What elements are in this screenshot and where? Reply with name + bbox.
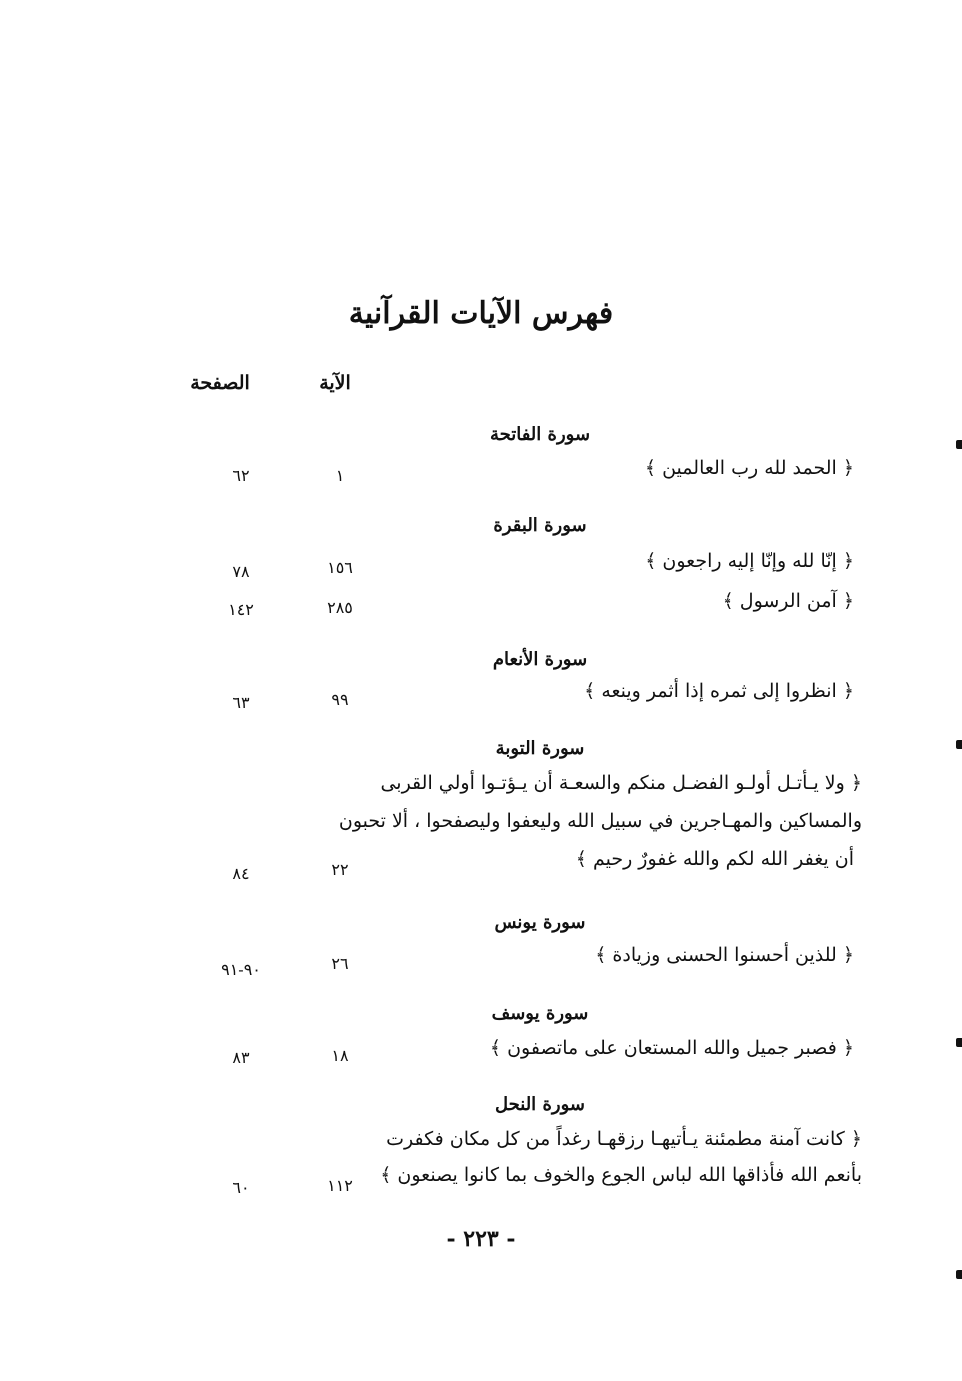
- scan-edge-mark: [956, 740, 962, 749]
- page-reference: ٨٣: [232, 1048, 250, 1067]
- ayah-number: ٩٩: [331, 690, 349, 709]
- ayah-number: ١٥٦: [327, 558, 353, 577]
- page-reference: ٩٠-٩١: [221, 960, 261, 979]
- scan-edge-mark: [956, 1270, 962, 1279]
- verse-fatiha-1: ﴿ الحمد لله رب العالمين ﴾: [644, 457, 854, 479]
- sura-title-tawba: سورة التوبة: [495, 738, 585, 759]
- verse-yusuf-18: ﴿ فصبر جميل والله المستعان على ماتصفون ﴾: [489, 1037, 854, 1059]
- sura-title-yunus: سورة يونس: [494, 912, 586, 933]
- ayah-column-header: الآية: [319, 372, 351, 394]
- ayah-number: ٢٨٥: [327, 598, 353, 617]
- verse-nahl-112-line-2: بأنعم الله فأذاقها الله لباس الجوع والخوف بما كانوا يصنعون ﴾: [380, 1164, 862, 1186]
- ayah-number: ١: [335, 466, 345, 485]
- verse-yunus-26: ﴿ للذين أحسنوا الحسنى وزيادة ﴾: [595, 944, 854, 966]
- page-reference: ١٤٢: [228, 600, 254, 619]
- verse-tawba-22-line-3: أن يغفر الله لكم والله غفورٌ رحيم ﴾: [575, 848, 854, 870]
- sura-title-anam: سورة الأنعام: [492, 649, 588, 670]
- page-number: - ٢٢٣ -: [446, 1226, 516, 1252]
- verse-baqara-285: ﴿ آمن الرسول ﴾: [722, 590, 854, 612]
- page-reference: ٦٠: [232, 1178, 250, 1197]
- page-title: فهرس الآيات القرآنية: [348, 296, 614, 331]
- verse-anam-99: ﴿ انظروا إلى ثمره إذا أثمر وينعه ﴾: [584, 680, 854, 702]
- sura-title-fatiha: سورة الفاتحة: [489, 424, 591, 445]
- sura-title-baqara: سورة البقرة: [493, 515, 587, 536]
- ayah-number: ١٨: [331, 1046, 349, 1065]
- page-reference: ٦٣: [232, 693, 250, 712]
- page-reference: ٧٨: [232, 562, 250, 581]
- ayah-number: ٢٢: [331, 860, 349, 879]
- page-reference: ٨٤: [232, 864, 250, 883]
- scan-edge-mark: [956, 1038, 962, 1047]
- page-reference: ٦٢: [232, 466, 250, 485]
- verse-tawba-22-line-1: ﴿ ولا يـأتـل أولـو الفضـل منكم والسعـة أن يـؤتـوا أولي القربى: [380, 772, 862, 794]
- ayah-number: ١١٢: [327, 1176, 353, 1195]
- scan-edge-mark: [956, 440, 962, 449]
- page-column-header: الصفحة: [190, 372, 250, 394]
- verse-baqara-156: ﴿ إنّا لله وإنّا إليه راجعون ﴾: [645, 550, 854, 572]
- sura-title-nahl: سورة النحل: [495, 1094, 585, 1115]
- verse-tawba-22-line-2: والمساكين والمهـاجرين في سبيل الله وليعفوا وليصفحوا ، ألا تحبون: [338, 810, 862, 832]
- ayah-number: ٢٦: [331, 954, 349, 973]
- verse-nahl-112-line-1: ﴿ كانت آمنة مطمئنة يـأتيهـا رزقهـا رغداً من كل مكان فكفرت: [386, 1128, 862, 1150]
- sura-title-yusuf: سورة يوسف: [491, 1003, 589, 1024]
